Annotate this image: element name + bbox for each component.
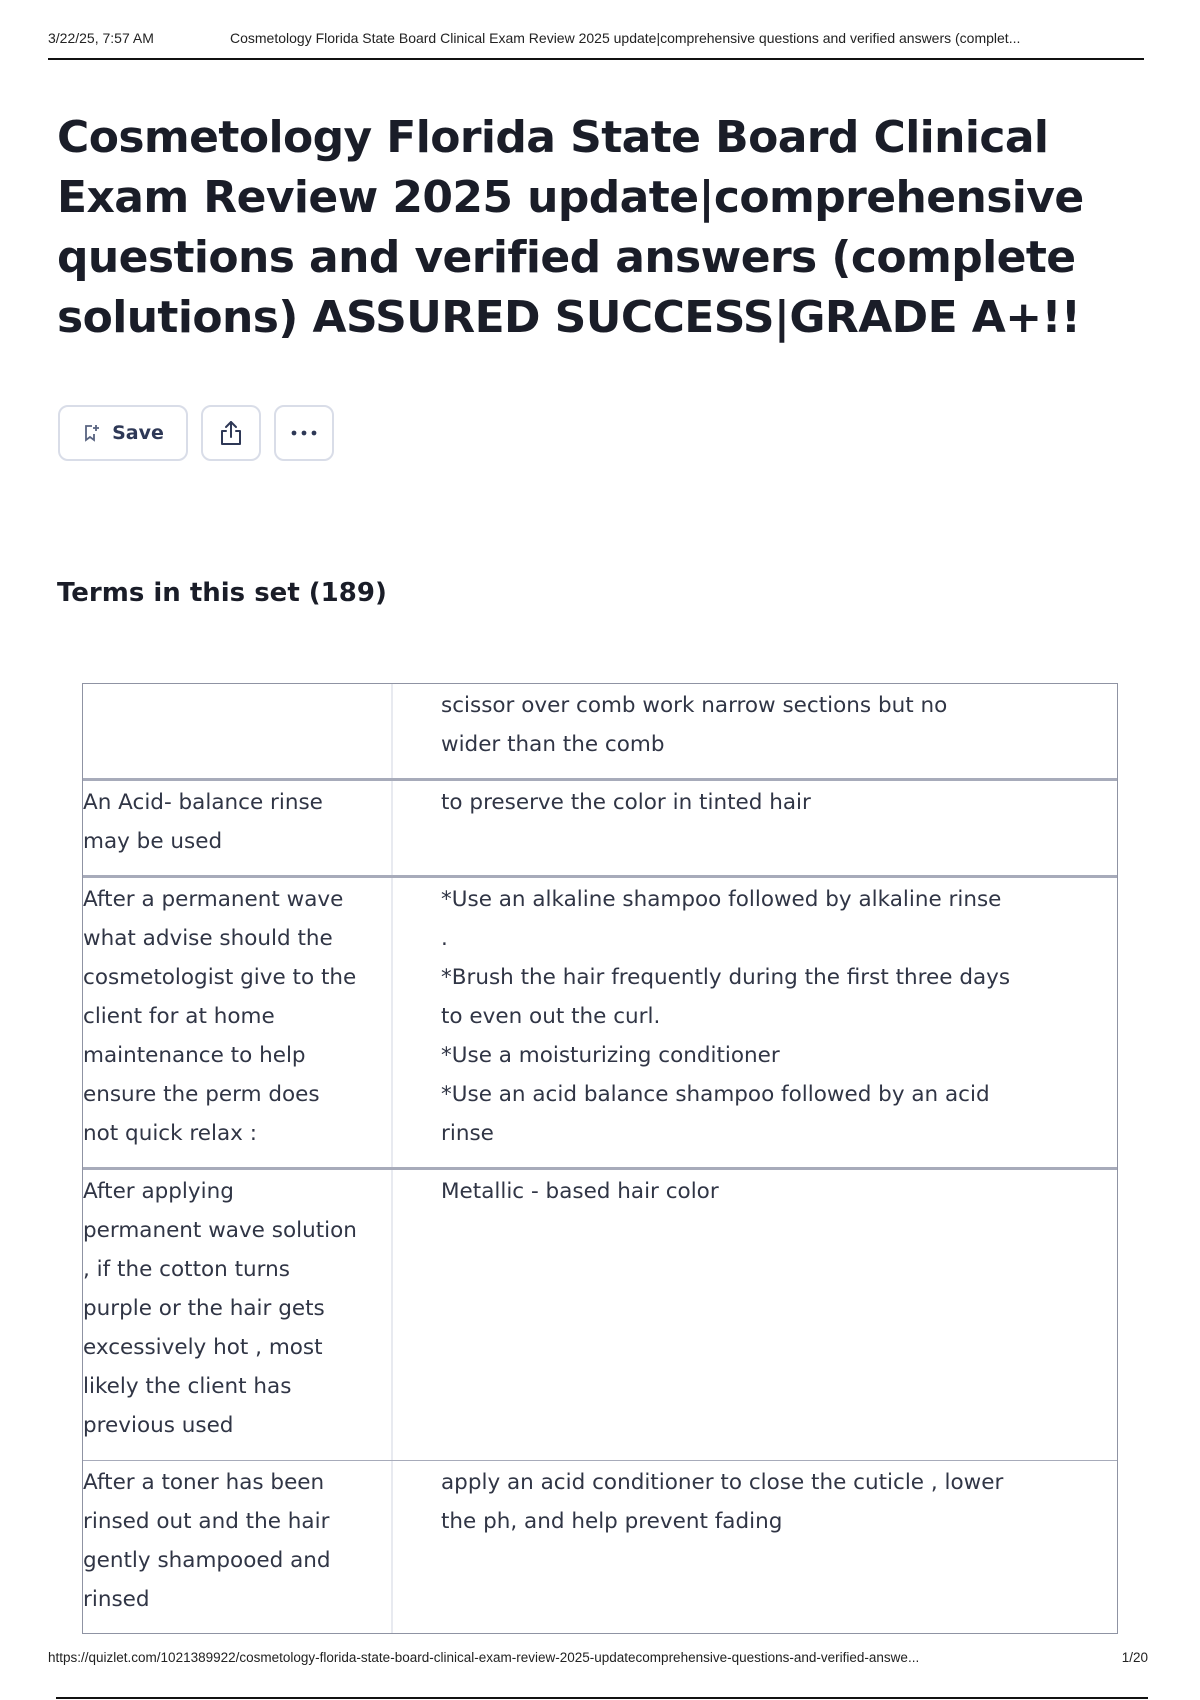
save-button-label: Save — [112, 422, 164, 444]
definition-text: *Use an alkaline shampoo followed by alkaline rinse . *Brush the hair frequently during the first three days to even out the curl. *Use a moisturizing conditioner *Use an acid balance shampoo followed by an acid rinse — [441, 887, 1011, 1146]
definition-text: apply an acid conditioner to close the cuticle , lower the ph, and help prevent fading — [441, 1470, 1004, 1534]
term-text: After applying permanent wave solution , if the cotton turns purple or the hair gets excessively hot , most likely the client has previous used — [83, 1170, 393, 1460]
definition-text: scissor over comb work narrow sections but no wider than the comb — [441, 693, 948, 757]
terms-table — [82, 683, 1118, 1634]
more-options-button[interactable] — [274, 405, 334, 461]
print-header — [48, 30, 1144, 60]
term-text: After a permanent wave what advise should the cosmetologist give to the client for at home maintenance to help ensure the perm does not quick relax : — [83, 878, 393, 1167]
term-text: An Acid- balance rinse may be used — [83, 781, 393, 875]
share-icon — [218, 419, 244, 447]
term-row — [83, 778, 1117, 875]
page-title: Cosmetology Florida State Board Clinical Exam Review 2025 update|comprehensive questions and verified answers (complete solutions) ASSURED SUCCESS|GRADE A+!! — [57, 112, 1084, 343]
term-row — [83, 1167, 1117, 1460]
print-datetime: 3/22/25, 7:57 AM — [48, 30, 154, 46]
term-row — [83, 1460, 1117, 1633]
print-url: https://quizlet.com/1021389922/cosmetology-florida-state-board-clinical-exam-review-2025-updatecomprehensive-questions-and-verified-answe... — [48, 1650, 920, 1665]
share-button[interactable] — [201, 405, 261, 461]
bookmark-add-icon — [82, 423, 102, 443]
print-doc-title: Cosmetology Florida State Board Clinical Exam Review 2025 update|comprehensive questions and verified answers (complet... — [230, 30, 1021, 46]
terms-heading: Terms in this set (189) — [57, 578, 387, 608]
term-row — [83, 684, 1117, 778]
print-footer — [48, 1650, 1148, 1700]
save-button[interactable] — [58, 405, 188, 461]
term-row — [83, 875, 1117, 1167]
definition-text: to preserve the color in tinted hair — [441, 790, 811, 815]
term-text: After a toner has been rinsed out and the hair gently shampooed and rinsed — [83, 1461, 393, 1633]
more-horizontal-icon — [290, 429, 318, 437]
term-text — [83, 684, 393, 778]
definition-text: Metallic - based hair color — [441, 1179, 719, 1204]
print-page-number: 1/20 — [1121, 1650, 1148, 1665]
footer-divider — [56, 1697, 1148, 1699]
